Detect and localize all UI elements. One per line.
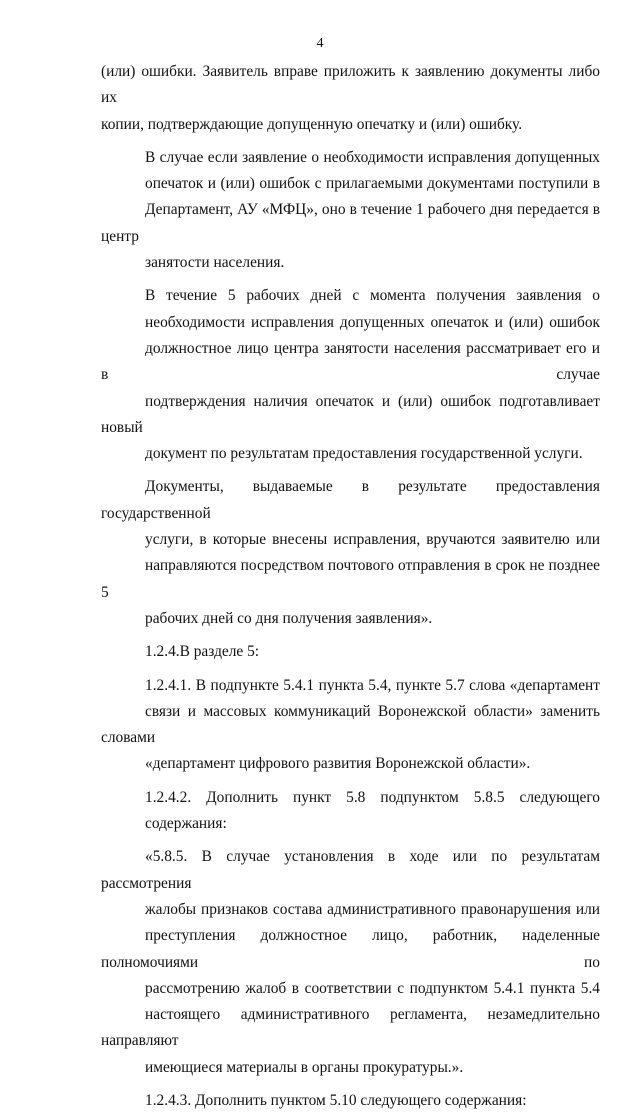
text-line: связи и массовых коммуникаций Воронежской области» заменить словами — [101, 702, 600, 747]
text-line: рассмотрению жалоб в соответствии с подпунктом 5.4.1 пункта 5.4 — [145, 979, 600, 997]
text-line: Документы, выдаваемые в результате предоставления государственной — [101, 478, 600, 522]
text-line: В случае если заявление о необходимости исправления допущенных — [145, 148, 600, 166]
text-line: 1.2.4.1. В подпункте 5.4.1 пункта 5.4, пункте 5.7 слова «департамент — [145, 676, 600, 694]
paragraph — [101, 844, 600, 1081]
text-line: Департамент, АУ «МФЦ», оно в течение 1 рабочего дня передается в центр — [101, 201, 600, 245]
text-line: настоящего административного регламента, незамедлительно направляют — [101, 1006, 600, 1050]
text-line: подтверждения наличия опечаток и (или) ошибок подготавливает новый — [101, 392, 600, 436]
text-line: направляются посредством почтового отправления в срок не позднее 5 — [101, 557, 600, 601]
paragraph — [101, 474, 600, 632]
text-line: копии, подтверждающие допущенную опечатку и (или) ошибку. — [101, 115, 523, 133]
document-body — [101, 59, 600, 1114]
paragraph — [101, 283, 600, 467]
text-line: документ по результатам предоставления государственной услуги. — [145, 445, 583, 463]
text-line: 1.2.4.3. Дополнить пунктом 5.10 следующего содержания: — [145, 1091, 527, 1109]
text-line: имеющиеся материалы в органы прокуратуры.». — [145, 1058, 464, 1076]
paragraph — [101, 59, 600, 138]
text-line: «5.8.5. В случае установления в ходе или по результатам рассмотрения — [101, 848, 600, 892]
paragraph — [101, 785, 600, 838]
text-line: 1.2.4.В разделе 5: — [145, 643, 260, 661]
text-line: «департамент цифрового развития Воронежской области». — [145, 755, 531, 773]
text-line: преступления должностное лицо, работник, наделенные полномочиями по — [101, 927, 600, 971]
text-line: должностное лицо центра занятости населения рассматривает его и в случае — [101, 339, 600, 384]
text-line: занятости населения. — [145, 254, 285, 272]
text-line: необходимости исправления допущенных опечаток и (или) ошибок — [145, 313, 600, 331]
paragraph — [101, 673, 600, 778]
text-line: В течение 5 рабочих дней с момента получения заявления о — [145, 287, 600, 305]
text-line: рабочих дней со дня получения заявления». — [145, 609, 433, 627]
text-line: опечаток и (или) ошибок с прилагаемыми документами поступили в — [145, 175, 600, 193]
paragraph — [101, 145, 600, 276]
text-line: содержания: — [145, 815, 227, 833]
paragraph — [101, 1088, 600, 1114]
text-line: услуги, в которые внесены исправления, вручаются заявителю или — [145, 531, 600, 549]
paragraph — [101, 639, 600, 665]
text-line: жалобы признаков состава административного правонарушения или — [145, 900, 600, 918]
text-line: 1.2.4.2. Дополнить пункт 5.8 подпунктом 5.8.5 следующего — [145, 788, 600, 806]
text-line: (или) ошибки. Заявитель вправе приложить к заявлению документы либо их — [101, 63, 600, 107]
page-number: 4 — [316, 36, 324, 51]
